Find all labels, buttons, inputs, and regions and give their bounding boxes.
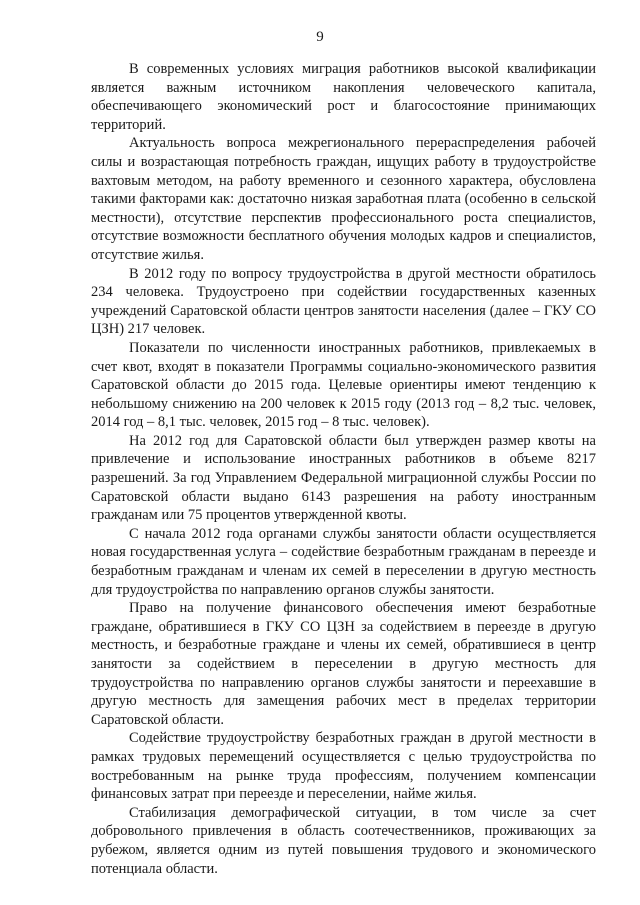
paragraph-demographic-stabilization: Стабилизация демографической ситуации, в том числе за счет добровольного привлечения в область соотечественников, проживающих за рубежом, является одним из путей повышения трудового и экономического потенциала области. bbox=[91, 804, 596, 877]
paragraph-new-state-service: С начала 2012 года органами службы занятости области осуществляется новая государственная услуга – содействие безработным гражданам в переезде и безработным гражданам и членам их семей в переселении в другую местность для трудоустройства по направлению органов службы занятости. bbox=[91, 525, 596, 598]
document-body bbox=[91, 60, 596, 878]
paragraph-quota-2012: На 2012 год для Саратовской области был утвержден размер квоты на привлечение и использование иностранных работников в объеме 8217 разрешений. За год Управлением Федеральной миграционной службы России по Саратовской области выдано 6143 разрешения на работу иностранным гражданам или 75 процентов утвержденной квоты. bbox=[91, 432, 596, 524]
paragraph-migration-qualification: В современных условиях миграция работников высокой квалификации является важным источником накопления человеческого капитала, обеспечивающего экономический рост и благосостояние принимающих территорий. bbox=[91, 61, 596, 133]
paragraph-employment-assistance: Содействие трудоустройству безработных граждан в другой местности в рамках трудовых перемещений осуществляется с целью трудоустройства по востребованным на рынке труда профессиям, получением компенсации финансовых затрат при переезде и переселении, найме жилья. bbox=[91, 730, 596, 803]
paragraph-financial-support-right: Право на получение финансового обеспечения имеют безработные граждане, обратившиеся в ГКУ СО ЦЗН за содействием в переезде в другую местность, и безработные граждане и члены их семей, обратившиеся в центр занятости за содействием в переселении в другую местность для трудоустройства по направлению органов службы занятости и переехавшие в другую местность для замещения рабочих мест в пределах территории Саратовской области. bbox=[91, 600, 596, 728]
paragraph-foreign-workers-indicators: Показатели по численности иностранных работников, привлекаемых в счет квот, входят в показатели Программы социально-экономического развития Саратовской области до 2015 года. Целевые ориентиры имеют тенденцию к небольшому снижению на 200 человек к 2015 году (2013 год – 8,2 тыс. человек, 2014 год – 8,1 тыс. человек, 2015 год – 8 тыс. человек). bbox=[91, 339, 596, 431]
page-number: 9 bbox=[316, 29, 324, 45]
paragraph-interregional-redistribution: Актуальность вопроса межрегионального перераспределения рабочей силы и возрастающая потребность граждан, ищущих работу в трудоустройстве вахтовым методом, на работу временного и сезонного характера, обусловлена такими факторами как: достаточно низкая заработная плата (особенно в сельской местности), отсутствие перспектив профессионального роста специалистов, отсутствие возможности бесплатного обучения молодых кадров и специалистов, отсутствие жилья. bbox=[91, 135, 596, 263]
paragraph-2012-employment: В 2012 году по вопросу трудоустройства в другой местности обратилось 234 человека. Трудоустроено при содействии государственных казенных учреждений Саратовской области центров занятости населения (далее – ГКУ СО ЦЗН) 217 человек. bbox=[91, 265, 596, 338]
